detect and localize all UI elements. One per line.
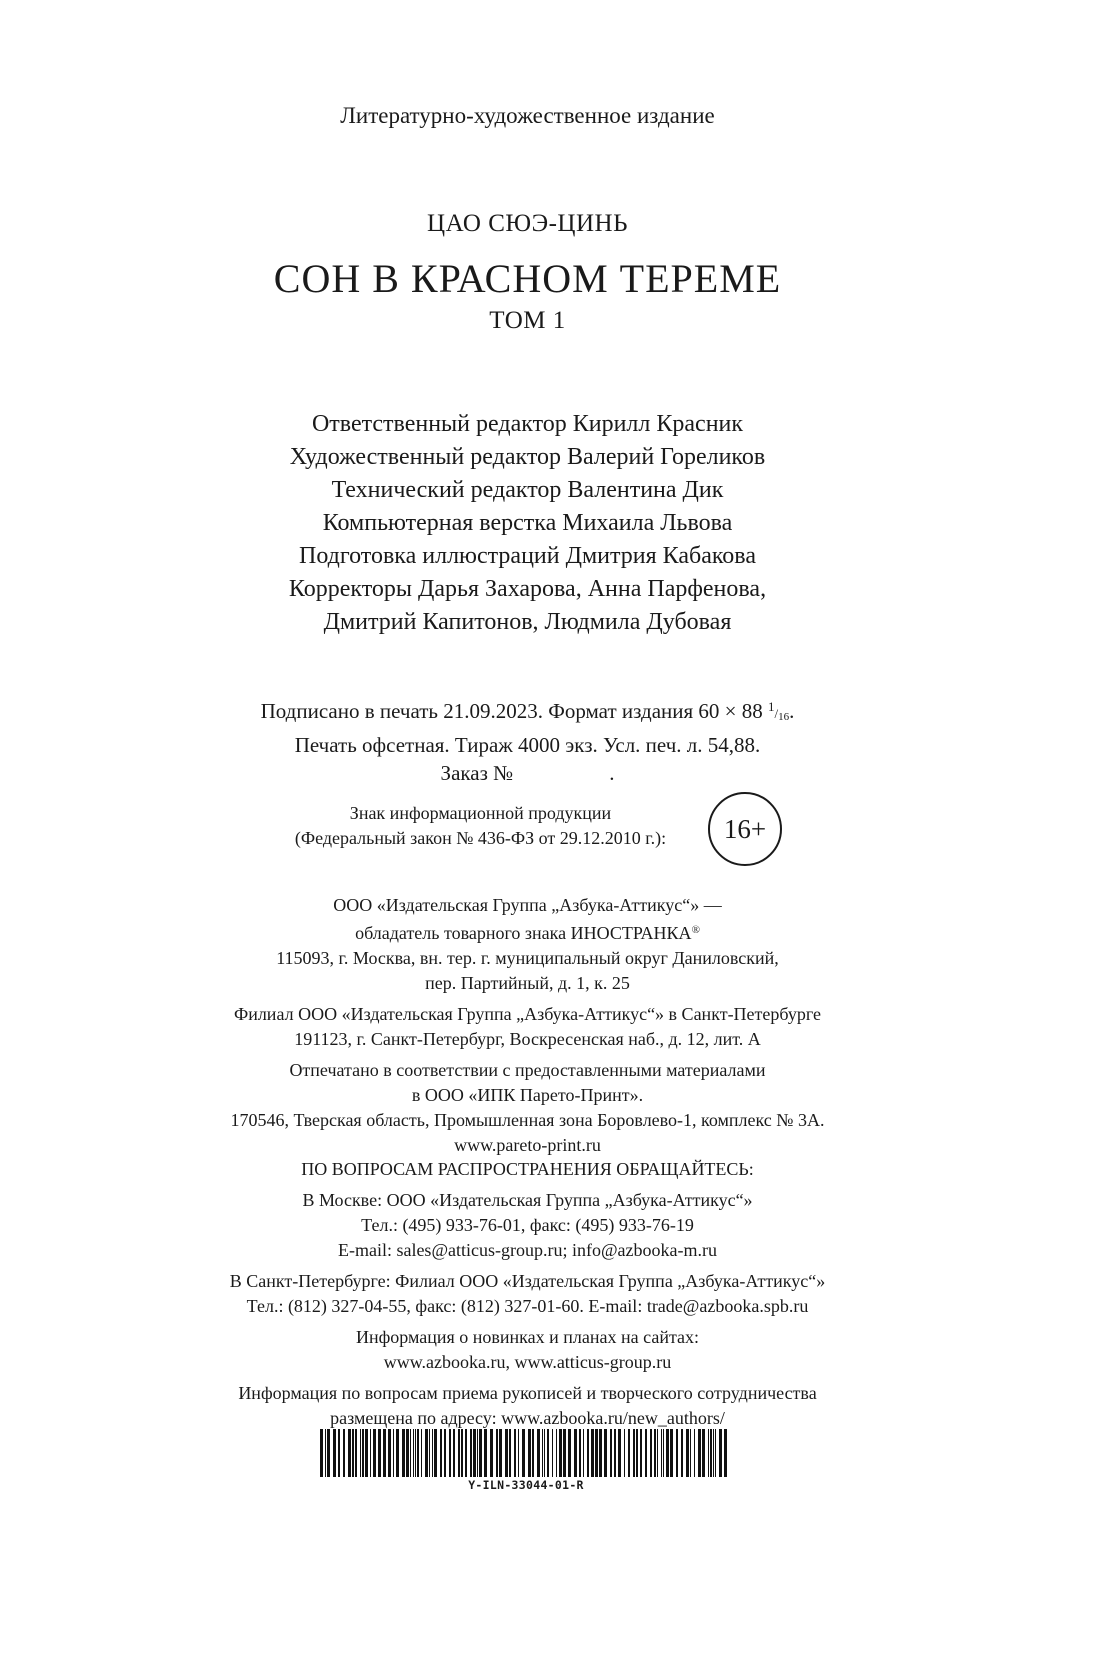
- distribution-heading: ПО ВОПРОСАМ РАСПРОСТРАНЕНИЯ ОБРАЩАЙТЕСЬ:: [301, 1159, 754, 1179]
- barcode-bar: [556, 1429, 557, 1477]
- publisher-line: 115093, г. Москва, вн. тер. г. муниципальный округ Даниловский,: [276, 948, 779, 968]
- barcode-bar: [544, 1429, 545, 1477]
- barcode-bar: [325, 1429, 326, 1477]
- barcode-bar: [666, 1429, 669, 1477]
- barcode-bar: [378, 1429, 381, 1477]
- print-info-line-2: Печать офсетная. Тираж 4000 экз. Усл. печ. л. 54,88.: [294, 733, 761, 757]
- contact-line: E-mail: sales@atticus-group.ru; info@azbooka-m.ru: [337, 1240, 718, 1260]
- registered-mark: ®: [691, 924, 700, 936]
- barcode-bar: [360, 1429, 361, 1477]
- book-title: СОН В КРАСНОМ ТЕРЕМЕ: [273, 256, 782, 301]
- publisher-block: [0, 893, 1055, 1164]
- barcode-bar: [690, 1429, 691, 1477]
- barcode-bar: [547, 1429, 549, 1477]
- barcode-bar: [537, 1429, 540, 1477]
- barcode-bar: [604, 1429, 607, 1477]
- barcode-bar: [708, 1429, 709, 1477]
- barcode-bar: [338, 1429, 340, 1477]
- barcode-bar: [348, 1429, 351, 1477]
- barcode-bar: [434, 1429, 437, 1477]
- order-line: [0, 759, 1055, 787]
- credit-line: Компьютерная верстка Михаила Львова: [322, 510, 733, 536]
- branch-info: [0, 1002, 1055, 1052]
- barcode-bar: [661, 1429, 662, 1477]
- barcode-bar: [499, 1429, 502, 1477]
- barcode-bar: [583, 1429, 584, 1477]
- barcode-bar: [579, 1429, 581, 1477]
- print-info-signed: Подписано в печать 21.09.2023. Формат издания 60 × 88: [260, 699, 763, 723]
- barcode-bar: [440, 1429, 442, 1477]
- barcode-bar: [676, 1429, 678, 1477]
- contact-line: Тел.: (495) 933-76-01, факс: (495) 933-76-19: [361, 1215, 694, 1235]
- printer-line: Отпечатано в соответствии с предоставленными материалами: [289, 1060, 766, 1080]
- moscow-contacts: [0, 1188, 1055, 1263]
- order-label: Заказ №: [440, 761, 514, 785]
- barcode-bar: [470, 1429, 472, 1477]
- barcode-bar: [383, 1429, 386, 1477]
- barcode-bar: [719, 1429, 722, 1477]
- barcode-bar: [710, 1429, 712, 1477]
- barcode-bar: [645, 1429, 647, 1477]
- age-rating-badge: [708, 792, 782, 866]
- credit-line: Технический редактор Валентина Дик: [331, 477, 724, 503]
- barcode-bar: [402, 1429, 405, 1477]
- barcode-bar: [413, 1429, 414, 1477]
- barcode-bar: [587, 1429, 589, 1477]
- barcode-bar: [528, 1429, 531, 1477]
- branch-line: 191123, г. Санкт-Петербург, Воскресенская наб., д. 12, лит. А: [294, 1029, 761, 1049]
- printer-line: 170546, Тверская область, Промышленная зона Боровлево-1, комплекс № 3А.: [230, 1110, 825, 1130]
- trademark-text: обладатель товарного знака ИНОСТРАНКА: [355, 923, 692, 943]
- distribution-block: [0, 1157, 1055, 1437]
- barcode-bar: [505, 1429, 508, 1477]
- barcode-bar: [320, 1429, 323, 1477]
- barcode-bar: [333, 1429, 336, 1477]
- manuscripts-line: размещена по адресу: www.azbooka.ru/new_authors/: [330, 1408, 725, 1428]
- barcode-bar: [568, 1429, 571, 1477]
- barcode-bar: [563, 1429, 566, 1477]
- barcode-bar: [518, 1429, 519, 1477]
- barcode-bar: [393, 1429, 394, 1477]
- info-sign-line-2: (Федеральный закон № 436-ФЗ от 29.12.2010 г.):: [294, 828, 667, 848]
- format-denominator: 16: [778, 711, 790, 723]
- print-info-line-1: [0, 693, 1055, 731]
- barcode-bar: [663, 1429, 664, 1477]
- barcode-bar: [370, 1429, 371, 1477]
- barcode-bar: [425, 1429, 428, 1477]
- barcode-bar: [484, 1429, 487, 1477]
- order-end: .: [609, 761, 615, 785]
- barcode-bar: [654, 1429, 656, 1477]
- barcode-bar: [362, 1429, 364, 1477]
- manuscripts-info: [0, 1381, 1055, 1431]
- barcode-label: Y-ILN-33044-01-R: [468, 1478, 584, 1492]
- barcode-bar: [406, 1429, 409, 1477]
- barcode-bar: [365, 1429, 368, 1477]
- contact-line: Тел.: (812) 327-04-55, факс: (812) 327-01-60. E-mail: trade@azbooka.spb.ru: [246, 1296, 809, 1316]
- barcode-bar: [449, 1429, 451, 1477]
- credit-line: Корректоры Дарья Захарова, Анна Парфенова,: [288, 576, 767, 602]
- barcode-bar: [574, 1429, 577, 1477]
- barcode-bar: [477, 1429, 478, 1477]
- barcode-bar: [458, 1429, 460, 1477]
- barcode-bar: [355, 1429, 357, 1477]
- credit-line: Подготовка иллюстраций Дмитрия Кабакова: [299, 543, 756, 569]
- barcode-bar: [373, 1429, 376, 1477]
- barcode-bar: [614, 1429, 616, 1477]
- barcode-bar: [559, 1429, 562, 1477]
- age-rating-label: 16+: [723, 813, 767, 844]
- barcode-bar: [618, 1429, 621, 1477]
- info-sign-line-1: Знак информационной продукции: [349, 803, 612, 823]
- barcode-bar: [657, 1429, 658, 1477]
- format-numerator: 1: [768, 699, 775, 714]
- info-sign-text: [278, 801, 683, 851]
- barcode-bar: [453, 1429, 455, 1477]
- barcode-bar: [650, 1429, 652, 1477]
- barcode-bar: [686, 1429, 689, 1477]
- edition-type: Литературно-художественное издание: [340, 103, 715, 128]
- printer-website: www.pareto-print.ru: [454, 1135, 601, 1155]
- barcode-bar: [415, 1429, 416, 1477]
- websites-info: [0, 1325, 1055, 1375]
- barcode: [320, 1429, 732, 1477]
- barcode-bar: [542, 1429, 543, 1477]
- barcode-bar: [509, 1429, 511, 1477]
- contact-line: В Санкт-Петербурге: Филиал ООО «Издательская Группа „Азбука-Аттикус“»: [229, 1271, 826, 1291]
- publisher-line: [0, 918, 1055, 946]
- format-end: .: [789, 699, 795, 723]
- barcode-bar: [670, 1429, 673, 1477]
- barcode-bar: [624, 1429, 625, 1477]
- barcode-bar: [724, 1429, 727, 1477]
- printer-line: в ООО «ИПК Парето-Принт».: [411, 1085, 644, 1105]
- barcode-bar: [421, 1429, 422, 1477]
- barcode-bar: [715, 1429, 716, 1477]
- credit-line: Ответственный редактор Кирилл Красник: [311, 411, 744, 437]
- barcode-bar: [702, 1429, 705, 1477]
- barcode-bar: [479, 1429, 482, 1477]
- barcode-bar: [465, 1429, 467, 1477]
- printer-info: [0, 1058, 1055, 1158]
- barcode-bar: [514, 1429, 516, 1477]
- volume-label: ТОМ 1: [489, 307, 566, 334]
- barcode-bar: [640, 1429, 642, 1477]
- barcode-bar: [396, 1429, 399, 1477]
- barcode-bar: [496, 1429, 498, 1477]
- author-name: ЦАО СЮЭ-ЦИНЬ: [427, 210, 628, 237]
- websites-line: www.azbooka.ru, www.atticus-group.ru: [383, 1352, 672, 1372]
- barcode-bar: [388, 1429, 391, 1477]
- barcode-bar: [694, 1429, 695, 1477]
- websites-line: Информация о новинках и планах на сайтах:: [355, 1327, 700, 1347]
- credits-block: [0, 408, 1055, 639]
- print-info-block: [0, 693, 1055, 787]
- manuscripts-line: Информация по вопросам приема рукописей и творческого сотрудничества: [238, 1383, 817, 1403]
- barcode-bar: [417, 1429, 419, 1477]
- barcode-bar: [713, 1429, 714, 1477]
- publisher-line: пер. Партийный, д. 1, к. 25: [425, 973, 630, 993]
- barcode-bar: [461, 1429, 463, 1477]
- credit-line: Художественный редактор Валерий Гореликов: [289, 444, 766, 470]
- format-slash: /: [774, 706, 779, 721]
- barcode-bar: [610, 1429, 612, 1477]
- barcode-bar: [352, 1429, 354, 1477]
- barcode-bar: [681, 1429, 683, 1477]
- publisher-info: [0, 893, 1055, 996]
- barcode-bar: [591, 1429, 594, 1477]
- barcode-bar: [429, 1429, 430, 1477]
- barcode-bar: [636, 1429, 638, 1477]
- branch-line: Филиал ООО «Издательская Группа „Азбука-Аттикус“» в Санкт-Петербурге: [233, 1004, 822, 1024]
- barcode-bar: [432, 1429, 433, 1477]
- barcode-bar: [490, 1429, 493, 1477]
- spb-contacts: [0, 1269, 1055, 1319]
- barcode-bar: [473, 1429, 476, 1477]
- barcode-bar: [633, 1429, 635, 1477]
- barcode-bar: [595, 1429, 598, 1477]
- barcode-bar: [698, 1429, 701, 1477]
- contact-line: В Москве: ООО «Издательская Группа „Азбука-Аттикус“»: [302, 1190, 753, 1210]
- publisher-line: ООО «Издательская Группа „Азбука-Аттикус“» —: [333, 895, 722, 915]
- barcode-bar: [410, 1429, 411, 1477]
- barcode-bar: [532, 1429, 534, 1477]
- credit-line: Дмитрий Капитонов, Людмила Дубовая: [323, 609, 732, 635]
- barcode-bar: [343, 1429, 345, 1477]
- barcode-bar: [552, 1429, 553, 1477]
- barcode-bar: [522, 1429, 525, 1477]
- barcode-bar: [327, 1429, 330, 1477]
- barcode-bar: [628, 1429, 630, 1477]
- barcode-bar: [444, 1429, 446, 1477]
- barcode-bar: [599, 1429, 602, 1477]
- format-fraction: [768, 699, 790, 723]
